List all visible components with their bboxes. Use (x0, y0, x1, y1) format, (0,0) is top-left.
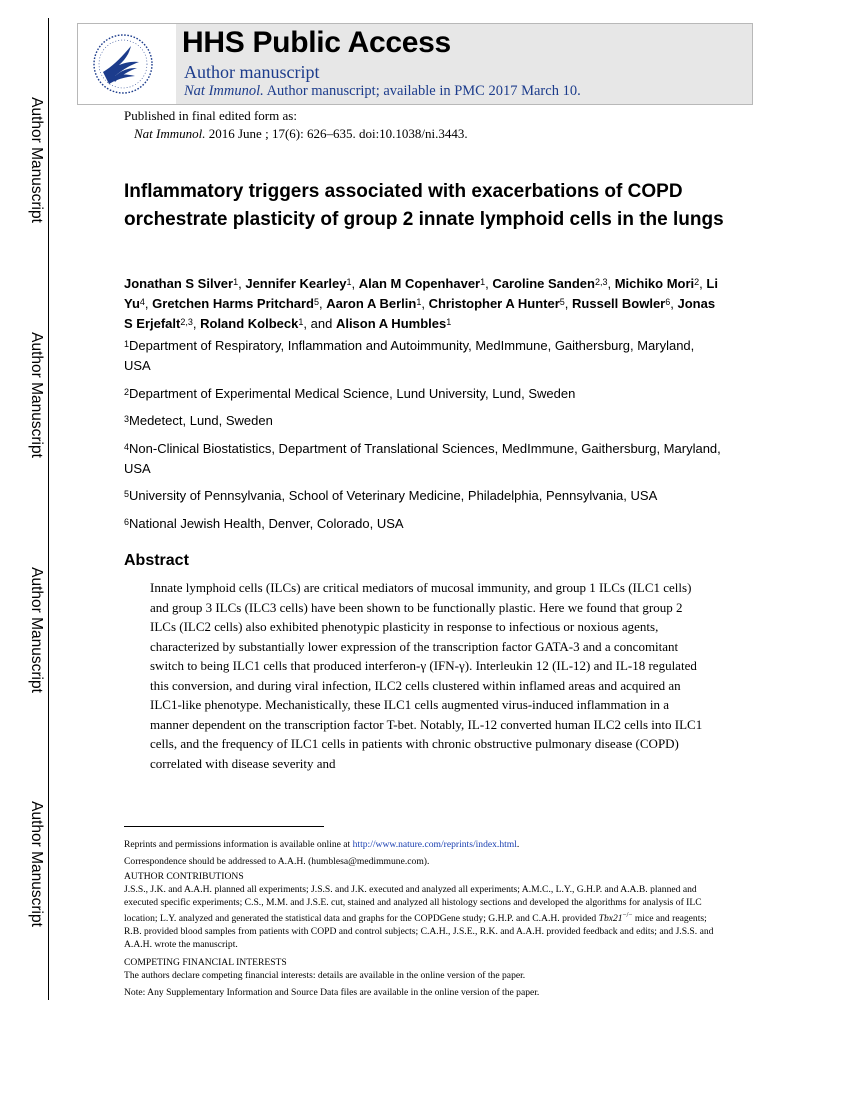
author: Aaron A Berlin (326, 296, 417, 311)
author: Gretchen Harms Pritchard (152, 296, 314, 311)
author: Alan M Copenhaver (358, 276, 481, 291)
author: Jonathan S Silver (124, 276, 234, 291)
author-aff: 1 (416, 297, 422, 307)
author-aff: 1 (446, 317, 452, 327)
author: Jennifer Kearley (245, 276, 347, 291)
published-label: Published in final edited form as: (124, 108, 297, 123)
hhs-title: HHS Public Access (182, 26, 451, 59)
availability-text: Author manuscript; available in PMC 2017 March 10. (263, 83, 581, 99)
author: Jonas S Erjefalt (124, 296, 716, 331)
authors-and: and (310, 316, 333, 331)
author: Alison A Humbles (335, 316, 447, 331)
citation-journal: Nat Immunol. (134, 126, 206, 141)
author-aff: 4 (139, 297, 145, 307)
author: Russell Bowler (572, 296, 666, 311)
citation-details: 2016 June ; 17(6): 626–635. doi:10.1038/ni.3443. (205, 126, 468, 141)
reprints-note: Reprints and permissions information is available online at http://www.nature.com/reprints/index.html. (124, 839, 520, 850)
affiliation: $^5$University of Pennsylvania, School of Veterinary Medicine, Philadelphia, Pennsylvania, USA (124, 488, 658, 503)
supplementary-note: Note: Any Supplementary Information and Source Data files are available in the online version of the paper. (124, 987, 540, 998)
author-aff: 1 (233, 277, 239, 287)
footnote-divider (124, 826, 324, 827)
author-list: Jonathan S Silver$^1$, Jennifer Kearley$^1$, Alan M Copenhaver$^1$, Caroline Sanden$^{2,3}$, Michiko Mori$^2$, Li Yu$^4$, Gretchen Harms Pritchard$^5$, Aaron A Berlin$^1$, Christopher A Hunter$^5$, Russell Bowler$^6$, Jonas S Erjefalt$^{2,3}$, Roland Kolbeck$^1$, and Alison A Humbles$^1$ (124, 276, 718, 331)
author: Michiko Mori (614, 276, 695, 291)
article-title: Inflammatory triggers associated with exacerbations of COPD orchestrate plasticity of group 2 innate lymphoid cells in the lungs (124, 181, 724, 230)
affiliation: $^3$Medetect, Lund, Sweden (124, 413, 273, 428)
author-aff: 1 (346, 277, 352, 287)
author-aff: 2,3 (594, 277, 608, 287)
hhs-eagle-logo-icon (91, 32, 155, 96)
author: Li Yu (124, 276, 718, 311)
citation-line (134, 126, 468, 142)
correspondence-note: Correspondence should be addressed to A.A.H. (humblesa@medimmune.com). (124, 856, 430, 867)
author: Christopher A Hunter (428, 296, 560, 311)
contributions-heading: AUTHOR CONTRIBUTIONS (124, 871, 244, 882)
abstract-heading: Abstract (124, 552, 189, 569)
author-aff: 5 (559, 297, 565, 307)
availability-line (184, 83, 581, 100)
hhs-subtitle: Author manuscript (184, 62, 320, 82)
hhs-header (77, 23, 753, 105)
gene-name: Tbx21 (598, 913, 623, 925)
margin-rule (48, 18, 49, 1000)
affiliation: $^6$National Jewish Health, Denver, Colorado, USA (124, 516, 404, 531)
competing-heading: COMPETING FINANCIAL INTERESTS (124, 957, 287, 968)
affiliation: $^1$Department of Respiratory, Inflammation and Autoimmunity, MedImmune, Gaithersburg, Maryland, USA (124, 338, 695, 373)
author-aff: 2,3 (180, 317, 193, 327)
author-aff: 1 (298, 317, 304, 327)
contributions-text: J.S.S., J.K. and A.A.H. planned all experiments; J.S.S. and J.K. executed and analyzed all experiments; A.M.C., L.Y., G.H.P. and A.A.B. planned and executed specific experiments; C.S., M.M. and J.S.E. cut, stained and analyzed all histology sections and developed the algorithms for analysis of ILC location; L.Y. analyzed and generated the statistical data and graphs for the COPDGene study; G.H.P. and C.A.H. provided Tbx21−/− mice and reagents; R.B. provided blood samples from patients with COPD and control subjects; C.A.H., J.S.E., R.K. and A.A.H. provided feedback and edits; and J.S.S. and A.A.H. wrote the manuscript. (124, 884, 714, 950)
author-aff: 5 (314, 297, 320, 307)
author-aff: 6 (665, 297, 671, 307)
abstract-text: Innate lymphoid cells (ILCs) are critical mediators of mucosal immunity, and group 1 ILCs (ILC1 cells) and group 3 ILCs (ILC3 cells) have been shown to be functionally plastic. Here we found that group 2 ILCs (ILC2 cells) also exhibited phenotypic plasticity in response to infectious or noxious agents, characterized by substantially lower expression of the transcription factor GATA-3 and a concomitant switch to being ILC1 cells that produced interferon-γ (IFN-γ). Interleukin 12 (IL-12) and IL-18 regulated this conversion, and during viral infection, ILC2 cells clustered within inflamed areas and acquired an ILC1-like phenotype. Mechanistically, these ILC1 cells augmented virus-induced inflammation in a manner dependent on the transcription factor T-bet. Notably, IL-12 converted human ILC2 cells into ILC1 cells, and the frequency of ILC1 cells in patients with chronic obstructive pulmonary disease (COPD) correlated with disease severity and (150, 580, 703, 771)
gene-genotype: −/− (622, 911, 633, 920)
affiliation: $^4$Non-Clinical Biostatistics, Department of Translational Sciences, MedImmune, Gaithersburg, Maryland, USA (124, 441, 721, 476)
reprints-link[interactable]: http://www.nature.com/reprints/index.html (352, 839, 517, 850)
affiliation: $^2$Department of Experimental Medical Science, Lund University, Lund, Sweden (124, 386, 576, 401)
author: Caroline Sanden (492, 276, 595, 291)
journal-abbrev: Nat Immunol. (184, 83, 264, 99)
competing-text: The authors declare competing financial interests: details are available in the online version of the paper. (124, 970, 526, 981)
author-aff: 2 (694, 277, 700, 287)
author-aff: 1 (480, 277, 486, 287)
author: Roland Kolbeck (200, 316, 299, 331)
